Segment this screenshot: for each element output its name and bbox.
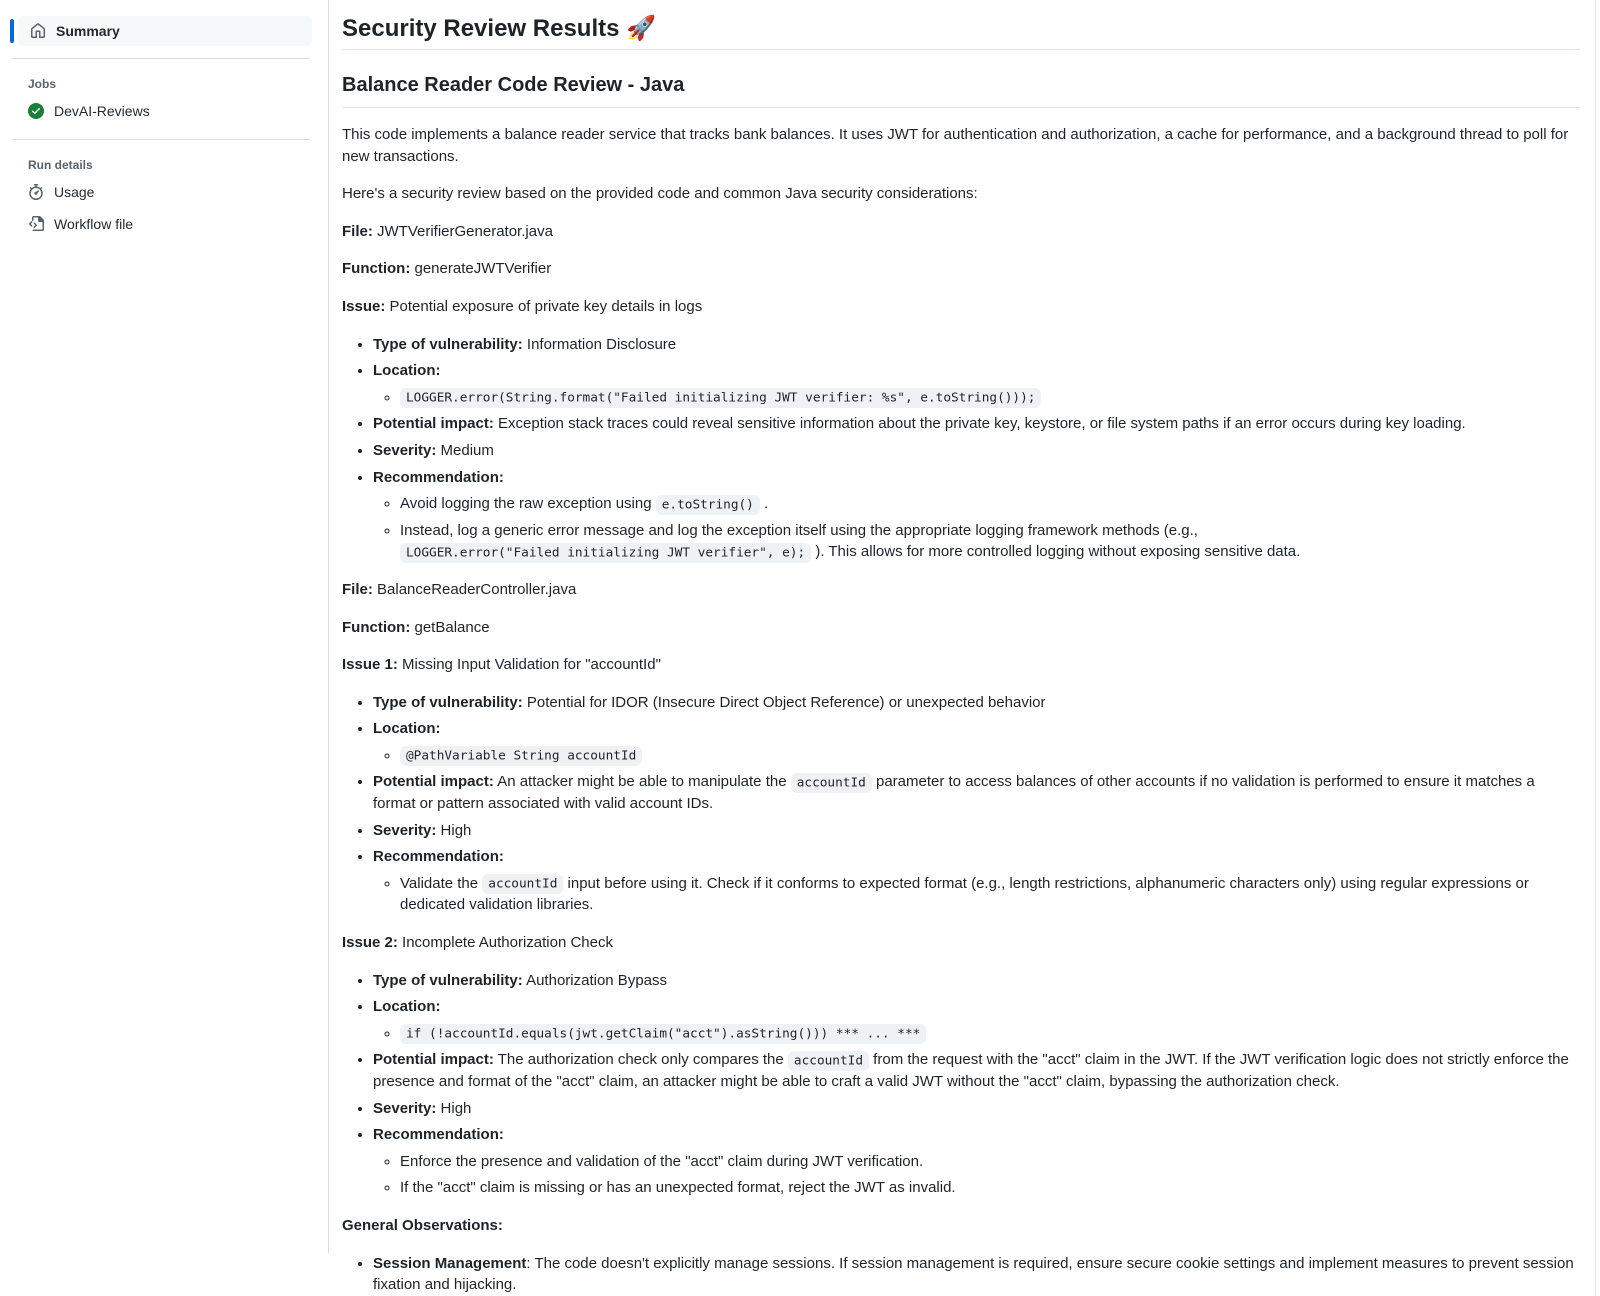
text-run: BalanceReaderController.java <box>372 580 577 598</box>
list <box>342 334 1580 563</box>
sub-list-item <box>400 745 1580 767</box>
text-run: JWTVerifierGenerator.java <box>372 222 553 240</box>
bold-text: File: <box>342 222 373 240</box>
bold-text: Potential impact: <box>373 415 494 433</box>
usage-label: Usage <box>54 184 95 200</box>
text-run: Validate the <box>400 874 483 892</box>
sub-list <box>373 493 1580 563</box>
paragraph <box>342 183 1580 205</box>
inline-code: LOGGER.error("Failed initializing JWT verifier", e); <box>400 543 811 563</box>
markdown-body <box>342 124 1580 1296</box>
bold-text: File: <box>342 580 373 598</box>
text-run: ). This allows for more controlled logging without exposing sensitive data. <box>811 543 1301 561</box>
list <box>342 970 1580 1199</box>
list-item <box>373 440 1580 462</box>
text-run: Missing Input Validation for "accountId" <box>397 656 661 674</box>
bold-text: Location: <box>373 720 441 738</box>
list-item <box>373 360 1580 408</box>
bold-text: Severity: <box>373 441 437 459</box>
bold-text: General Observations: <box>342 1216 503 1234</box>
bold-text: Location: <box>373 362 441 380</box>
list-item <box>373 718 1580 766</box>
sidebar-item-usage[interactable] <box>10 176 312 208</box>
bold-text: Potential impact: <box>373 1051 494 1069</box>
text-run: High <box>436 1099 472 1117</box>
bold-text: Severity: <box>373 821 437 839</box>
text-run: : The code doesn't explicitly manage sessions. If session management is required, ensure secure cookie settings and implement measures to prevent session fixation and hijacking. <box>373 1254 1574 1294</box>
bold-text: Potential impact: <box>373 773 494 791</box>
bold-text: Recommendation: <box>373 848 504 866</box>
bold-text: Session Management <box>373 1254 527 1272</box>
list-item <box>373 820 1580 842</box>
list-item <box>373 1098 1580 1120</box>
sub-list-item <box>400 1151 1580 1173</box>
text-run: High <box>436 821 472 839</box>
bold-text: Recommendation: <box>373 468 504 486</box>
text-run: Instead, log a generic error message and log the exception itself using the appropriate logging framework methods (e.g., <box>400 521 1198 539</box>
text-run: Enforce the presence and validation of the "acct" claim during JWT verification. <box>400 1152 924 1170</box>
list-item <box>373 970 1580 992</box>
text-run: Authorization Bypass <box>522 971 668 989</box>
sub-list <box>373 1151 1580 1199</box>
paragraph <box>342 221 1580 243</box>
sidebar-item-summary[interactable] <box>18 16 312 46</box>
file-code-icon <box>28 216 44 232</box>
list-item <box>373 846 1580 916</box>
bold-text: Function: <box>342 260 411 278</box>
sub-list-item <box>400 387 1580 409</box>
sub-list <box>373 745 1580 767</box>
sub-list-item <box>400 1177 1580 1199</box>
paragraph <box>342 932 1580 954</box>
sidebar-section-jobs: Jobs <box>28 77 57 91</box>
inline-code: accountId <box>482 874 563 894</box>
workflow-file-label: Workflow file <box>54 216 134 232</box>
text-run: Here's a security review based on the provided code and common Java security considerations: <box>342 185 978 203</box>
sidebar-item-job-devai-reviews[interactable] <box>10 95 312 127</box>
text-run: . <box>759 495 769 513</box>
text-run: from the request with the "acct" claim in the JWT. If the JWT verification logic does not strictly enforce the presence and format of the "acct" claim, an attacker might be able to craft a valid JWT without the "acct" claim, bypassing the authorization check. <box>373 1051 1569 1090</box>
bold-text: Recommendation: <box>373 1126 504 1144</box>
sub-list <box>373 387 1580 409</box>
sub-list-item <box>400 873 1580 916</box>
bold-text: Severity: <box>373 1099 437 1117</box>
text-run: The authorization check only compares the <box>493 1051 788 1069</box>
sub-list <box>373 873 1580 916</box>
bold-text: Function: <box>342 618 411 636</box>
text-run: This code implements a balance reader service that tracks bank balances. It uses JWT for authentication and authorization, a cache for performance, and a background thread to poll for new transactions. <box>342 126 1569 165</box>
bold-text: Issue: <box>342 297 386 315</box>
text-run: If the "acct" claim is missing or has an unexpected format, reject the JWT as invalid. <box>400 1179 956 1197</box>
summary-content <box>329 0 1600 1294</box>
text-run: generateJWTVerifier <box>410 260 552 278</box>
paragraph <box>342 579 1580 601</box>
inline-code: if (!accountId.equals(jwt.getClaim("acct").asString())) *** ... *** <box>400 1024 926 1044</box>
sidebar-divider <box>12 58 310 59</box>
scrollbar[interactable] <box>1595 0 1600 1296</box>
text-run: parameter to access balances of other accounts if no validation is performed to ensure it matches a format or pattern associated with valid account IDs. <box>373 773 1535 813</box>
paragraph <box>342 124 1580 167</box>
text-run: Incomplete Authorization Check <box>397 934 613 952</box>
paragraph <box>342 296 1580 318</box>
page-title: Security Review Results 🚀 <box>342 13 1580 50</box>
inline-code: LOGGER.error(String.format("Failed initializing JWT verifier: %s", e.toString())); <box>400 388 1041 408</box>
text-run: An attacker might be able to manipulate the <box>493 773 791 791</box>
paragraph <box>342 1215 1580 1237</box>
review-title: Balance Reader Code Review - Java <box>342 72 1580 108</box>
inline-code: accountId <box>791 773 872 793</box>
job-label: DevAI-Reviews <box>54 103 150 119</box>
sidebar-section-run-details: Run details <box>28 158 93 172</box>
selected-accent-bar <box>10 19 14 43</box>
home-icon <box>30 23 46 39</box>
check-circle-icon <box>28 103 44 119</box>
inline-code: @PathVariable String accountId <box>400 746 642 766</box>
list-item <box>373 692 1580 714</box>
text-run: getBalance <box>410 618 490 636</box>
text-run: input before using it. Check if it conforms to expected format (e.g., length restrictions, alphanumeric characters only) using regular expressions or dedicated validation libraries. <box>400 874 1529 914</box>
list-item <box>373 1049 1580 1092</box>
sub-list <box>373 1023 1580 1045</box>
sidebar-item-label: Summary <box>56 23 120 39</box>
list-item <box>373 996 1580 1044</box>
text-run: Information Disclosure <box>522 335 677 353</box>
sub-list-item <box>400 493 1580 515</box>
text-run: Medium <box>436 441 494 459</box>
bold-text: Issue 1: <box>342 656 398 674</box>
list <box>342 1253 1580 1296</box>
inline-code: accountId <box>788 1051 869 1071</box>
list-item <box>373 1124 1580 1199</box>
paragraph <box>342 617 1580 639</box>
sidebar-item-workflow-file[interactable] <box>10 208 312 240</box>
sidebar-divider <box>12 139 310 140</box>
list-item <box>373 413 1580 435</box>
sub-list-item <box>400 520 1580 563</box>
list-item <box>373 1253 1580 1296</box>
bold-text: Type of vulnerability: <box>373 335 523 353</box>
stopwatch-icon <box>28 184 44 200</box>
list <box>342 692 1580 916</box>
list-item <box>373 467 1580 563</box>
paragraph <box>342 654 1580 676</box>
inline-code: e.toString() <box>656 495 760 515</box>
bold-text: Issue 2: <box>342 934 398 952</box>
text-run: Potential for IDOR (Insecure Direct Object Reference) or unexpected behavior <box>522 693 1046 711</box>
sub-list-item <box>400 1023 1580 1045</box>
paragraph <box>342 258 1580 280</box>
text-run: Potential exposure of private key details in logs <box>385 297 703 315</box>
run-sidebar <box>0 0 329 1253</box>
text-run: Exception stack traces could reveal sensitive information about the private key, keystore, or file system paths if an error occurs during key loading. <box>493 415 1466 433</box>
bold-text: Location: <box>373 998 441 1016</box>
text-run: Avoid logging the raw exception using <box>400 495 656 513</box>
bold-text: Type of vulnerability: <box>373 693 523 711</box>
bold-text: Type of vulnerability: <box>373 971 523 989</box>
list-item <box>373 334 1580 356</box>
list-item <box>373 771 1580 814</box>
